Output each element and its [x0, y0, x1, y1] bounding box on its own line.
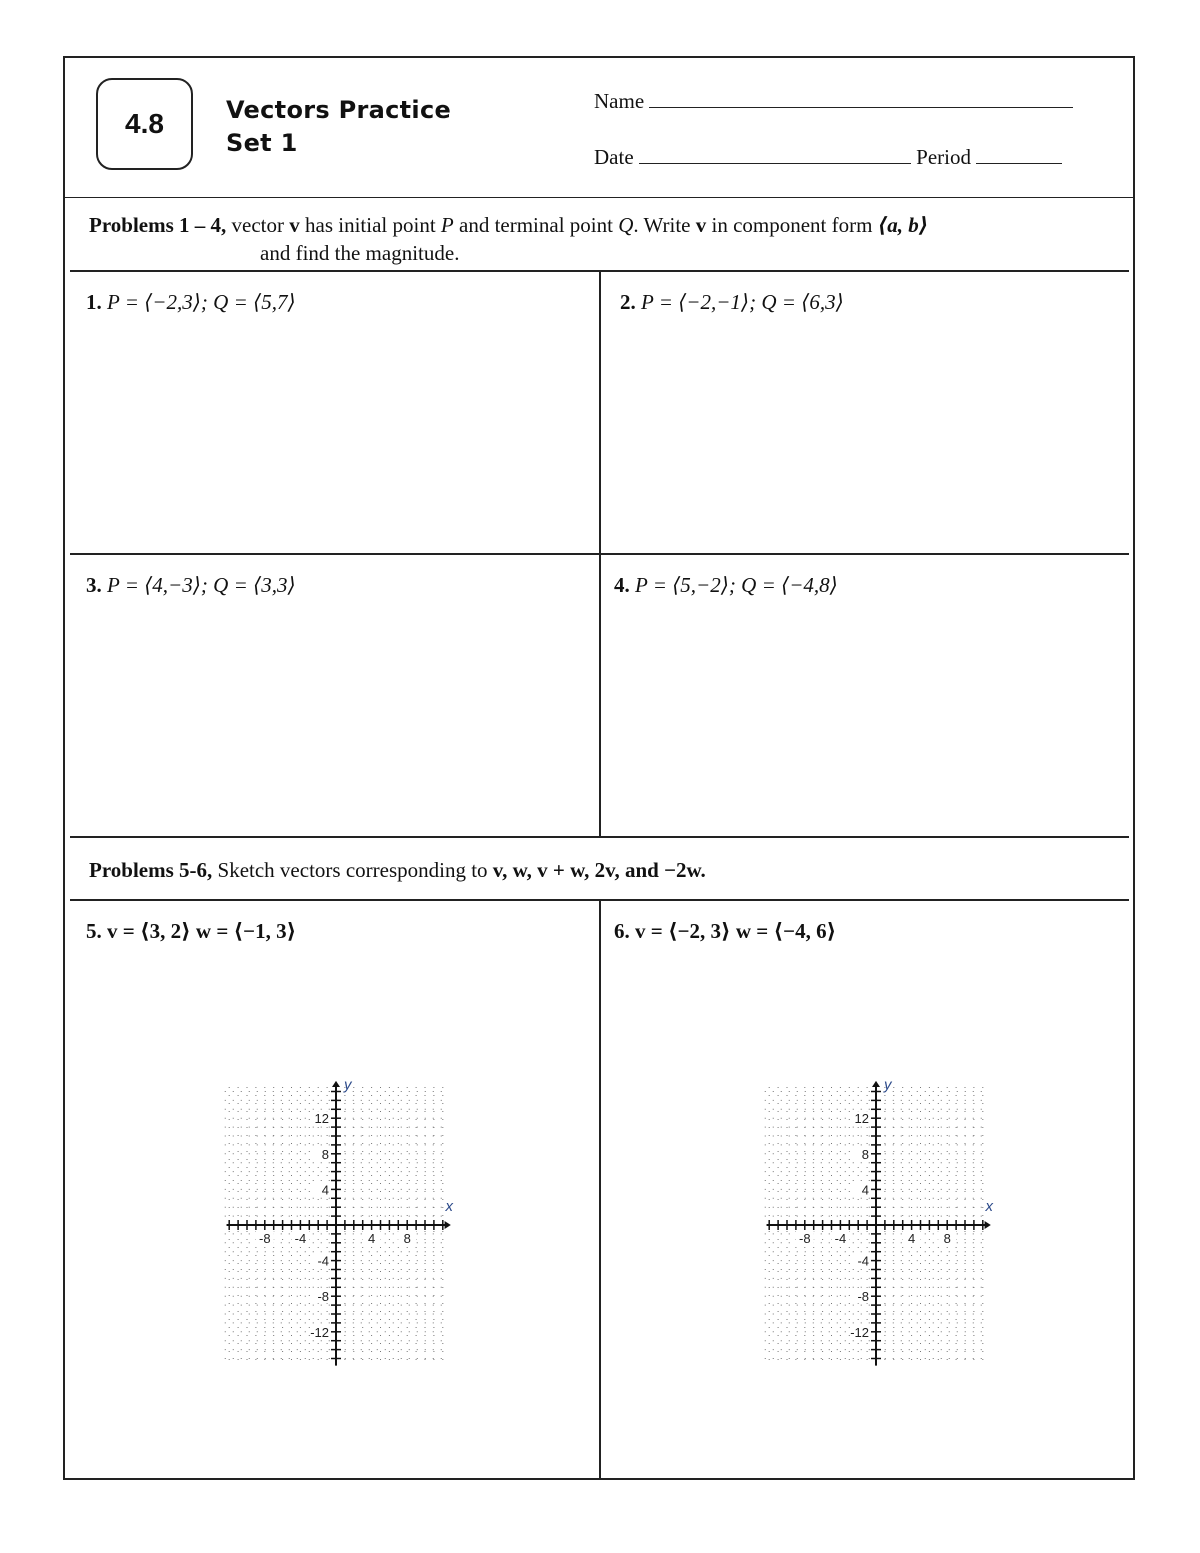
section2-instructions — [89, 858, 706, 883]
y-axis-arrow — [332, 1081, 340, 1087]
problems-bottom-line — [70, 836, 1129, 838]
problem-6 — [614, 918, 836, 944]
section1-instructions-line2: and find the magnitude. — [260, 241, 460, 265]
x-axis-arrow — [985, 1221, 991, 1229]
problem-3 — [86, 573, 296, 598]
y-tick-label: -12 — [850, 1324, 869, 1340]
x-tick-label: 8 — [943, 1231, 951, 1246]
problem-number: 6. — [614, 919, 630, 943]
y-tick-label: -8 — [857, 1289, 869, 1305]
y-axis-arrow — [872, 1081, 880, 1087]
title-line-2: Set 1 — [226, 129, 298, 157]
problem-text: P = ⟨−2,3⟩; Q = ⟨5,7⟩ — [107, 290, 296, 314]
problem-number: 3. — [86, 573, 102, 597]
instr-vectors: v, w, v + w, 2v, and −2w. — [492, 858, 706, 882]
date-blank[interactable] — [639, 147, 911, 164]
coordinate-grid-problem-6[interactable] — [650, 1005, 1110, 1445]
instr-text: in component form — [706, 213, 878, 237]
instr-v: v — [695, 213, 707, 237]
x-axis-label: x — [985, 1198, 993, 1215]
instr-form: ⟨a, b⟩ — [877, 213, 929, 237]
problem-text: P = ⟨−2,−1⟩; Q = ⟨6,3⟩ — [641, 290, 844, 314]
instr-text: Sketch vectors corresponding to — [212, 858, 493, 882]
coordinate-grid-problem-5[interactable] — [110, 1005, 570, 1445]
section-badge: 4.8 — [96, 78, 193, 170]
problem-text: v = ⟨3, 2⟩ w = ⟨−1, 3⟩ — [101, 919, 297, 943]
instr-text: has initial point — [299, 213, 441, 237]
instr-bold: Problems 1 – 4, — [89, 213, 227, 237]
instr-bold: Problems 5-6, — [89, 858, 213, 882]
x-axis-label: x — [445, 1198, 453, 1215]
x-tick-label: 8 — [403, 1231, 411, 1246]
x-tick-label: -8 — [799, 1231, 811, 1246]
problem-number: 5. — [86, 919, 102, 943]
x-axis-arrow — [445, 1221, 451, 1229]
date-label: Date — [594, 145, 634, 169]
x-tick-label: -4 — [294, 1231, 307, 1246]
y-tick-label: 4 — [861, 1182, 869, 1198]
instr-q: Q — [618, 213, 634, 237]
problem-5 — [86, 918, 296, 944]
y-tick-label: -4 — [857, 1253, 869, 1269]
y-tick-label: 8 — [861, 1146, 869, 1162]
y-tick-label: -12 — [310, 1324, 329, 1340]
x-tick-label: 4 — [367, 1231, 376, 1246]
y-tick-label: 8 — [321, 1146, 329, 1162]
section1-instructions — [89, 212, 928, 238]
problem-2 — [620, 290, 844, 315]
name-label: Name — [594, 89, 645, 113]
y-tick-label: -8 — [317, 1289, 329, 1305]
period-label: Period — [916, 145, 971, 169]
y-tick-label: 4 — [321, 1182, 329, 1198]
section2-center-divider — [599, 900, 601, 1480]
x-tick-label: -8 — [259, 1231, 271, 1246]
problem-text: P = ⟨5,−2⟩; Q = ⟨−4,8⟩ — [635, 573, 838, 597]
instr-text: and terminal point — [453, 213, 619, 237]
y-axis-label: y — [884, 1076, 892, 1094]
instr-v: v — [289, 213, 300, 237]
x-tick-label: 4 — [907, 1231, 916, 1246]
name-blank[interactable] — [649, 91, 1073, 108]
problem-number: 1. — [86, 290, 102, 314]
y-tick-label: 12 — [854, 1111, 869, 1127]
y-tick-label: 12 — [314, 1111, 329, 1127]
date-period-row — [594, 145, 1062, 170]
problem-number: 4. — [614, 573, 630, 597]
x-tick-label: -4 — [834, 1231, 847, 1246]
instr-p: P — [440, 213, 454, 237]
problem-number: 2. — [620, 290, 636, 314]
problem-1 — [86, 290, 296, 315]
problems-middle-line — [70, 553, 1129, 555]
name-field[interactable] — [594, 89, 1073, 114]
period-blank[interactable] — [976, 147, 1062, 164]
worksheet-title — [226, 94, 451, 160]
header-divider — [63, 197, 1135, 198]
title-line-1: Vectors Practice — [226, 96, 452, 124]
instr-text: vector — [226, 213, 290, 237]
instr-text: . Write — [633, 213, 696, 237]
y-axis-label: y — [344, 1076, 352, 1094]
problem-4 — [614, 573, 838, 598]
problem-text: v = ⟨−2, 3⟩ w = ⟨−4, 6⟩ — [635, 919, 837, 943]
y-tick-label: -4 — [317, 1253, 329, 1269]
problem-text: P = ⟨4,−3⟩; Q = ⟨3,3⟩ — [107, 573, 296, 597]
